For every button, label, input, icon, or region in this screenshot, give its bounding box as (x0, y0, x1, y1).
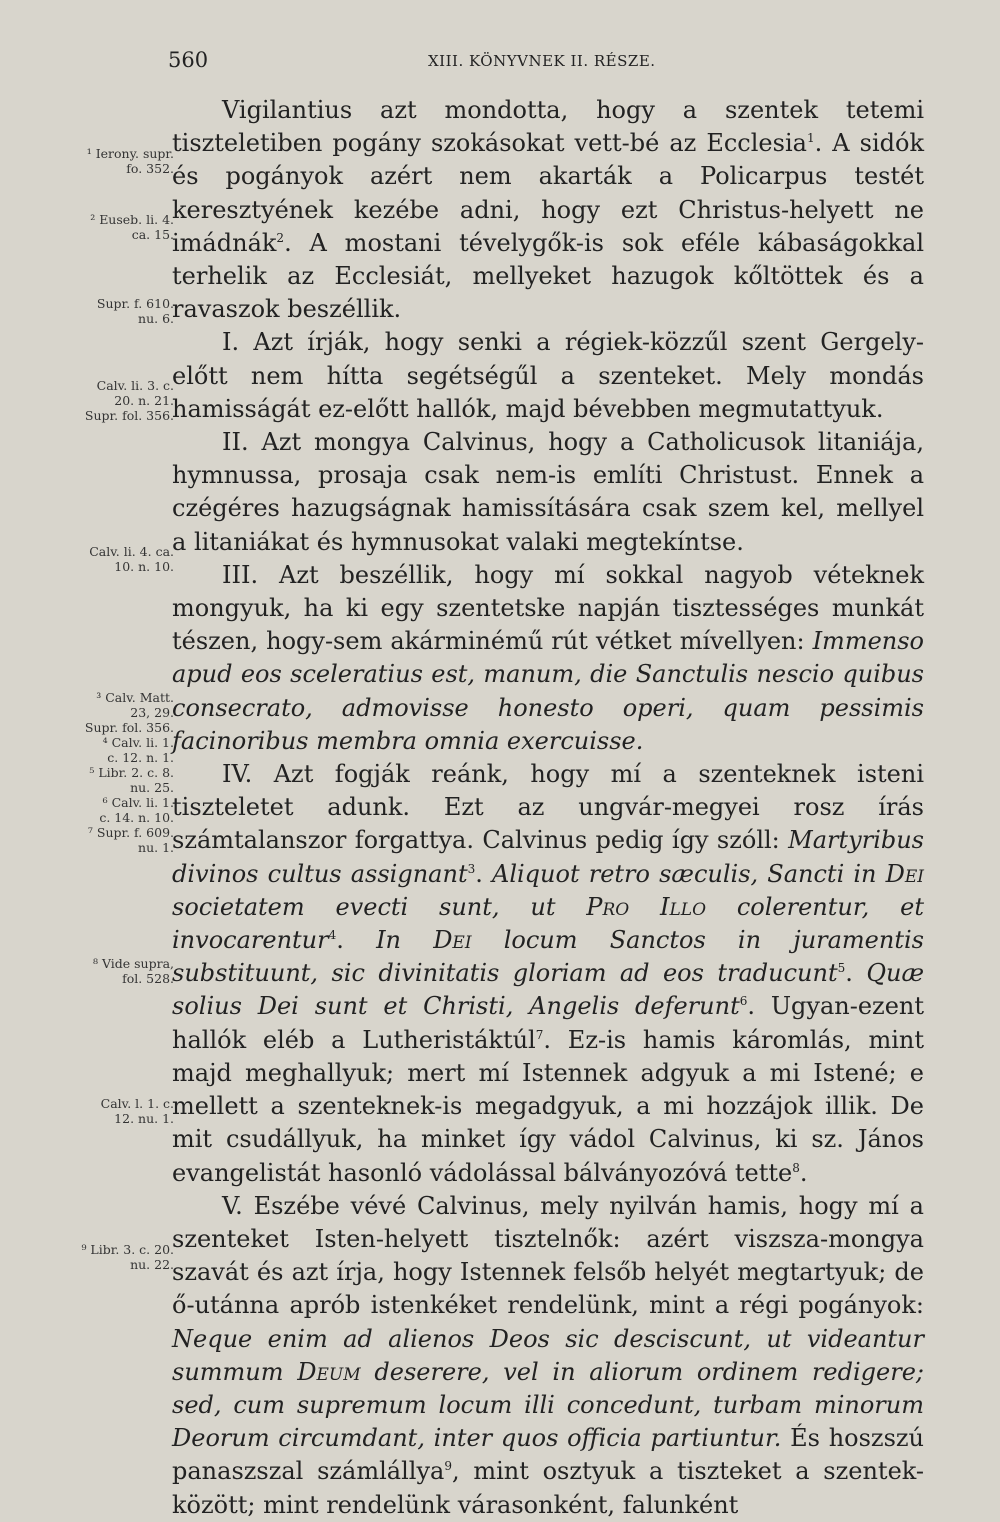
text-run: . Ugyan-ezent hallók eléb a Lutheristáktúl (172, 992, 925, 1054)
text-run: . (475, 859, 492, 888)
margin-note-line: ca. 15. (131, 227, 174, 242)
page-header (0, 48, 1000, 78)
margin-note-line: nu. 22. (130, 1257, 174, 1272)
margin-note-line: 12. nu. 1. (114, 1111, 174, 1126)
margin-note-line: 10. n. 10. (114, 559, 174, 574)
text-run: És hoszszú panaszszal számlállya (172, 1424, 924, 1486)
footnote-marker: 1 (806, 131, 815, 146)
text-run: . (799, 1158, 808, 1187)
text-run: V. Eszébe vévé Calvinus, mely nyilván hamis, hogy mí a szenteket Isten-helyett tisztelnők: azért viszsza-mongya szavát és azt írja, hogy Istennek felsőb helyét megtartyuk; de ő-utánna aprób istenkéket rendelünk, mint a régi pogányok: (172, 1191, 924, 1320)
text-run: . (845, 959, 867, 988)
margin-note (40, 690, 174, 855)
margin-note-line: Supr. f. 610. (96, 296, 174, 311)
margin-note-line: ⁴ Calv. li. 1. (102, 735, 174, 750)
text-run: . A sidók és pogányok azért nem akarták a Policarpus testét keresztyének kezébe adni, hogy ezt Christus-helyett ne imádnák (172, 129, 925, 257)
footnote-marker: 5 (837, 961, 846, 976)
main-text (172, 94, 924, 1522)
margin-note (40, 296, 174, 326)
margin-note-line: ⁸ Vide supra, (92, 956, 174, 971)
text-run: . (336, 926, 377, 955)
text-run: I. Azt írják, hogy senki a régiek-közzűl szent Gergely-előtt nem hítta segétségűl a szenteket. Mely mondás hamisságát ez-előtt hallók, majd bévebben megmutattyuk. (172, 328, 924, 423)
margin-note (40, 146, 174, 176)
margin-note-line: fo. 352. (126, 161, 174, 176)
text-run: III. Azt beszéllik, hogy mí sokkal nagyob véteknek mongyuk, ha ki egy szentetske napján tisztességes munkát tészen, hogy-sem akárminémű rút vétket mívellyen: (172, 560, 924, 656)
text-run: Deum (297, 1357, 361, 1386)
text-run: In (376, 926, 434, 955)
paragraph (172, 559, 924, 758)
text-run: Dei (433, 926, 472, 955)
margin-note (40, 544, 174, 574)
text-run: II. Azt mongya Calvinus, hogy a Catholicusok litaniája, hymnussa, prosaja csak nem-is említi Christust. Ennek a czégéres hazugságnak hamissítására csak szem kel, mellyel a litaniákat és hymnusokat valaki megtekíntse. (172, 428, 924, 556)
margin-note-line: Supr. fol. 356. (84, 408, 174, 423)
margin-note-line: Calv. li. 4. ca. (89, 544, 174, 559)
paragraph (172, 326, 924, 426)
page-number: 560 (168, 48, 209, 72)
margin-note (40, 1242, 174, 1272)
text-run: locum Sanctos in juramentis substituunt, sic divinitatis gloriam ad eos traducunt (172, 926, 924, 988)
text-run: IV. Azt fogják reánk, hogy mí a szenteknek isteni tiszteletet adunk. Ezt az ungvár-megyei rosz írás számtalanszor forgattya. Calvinus pedig így szóll: (172, 760, 924, 855)
margin-note (40, 212, 174, 242)
margin-note (40, 1096, 174, 1126)
margin-note-line: ⁷ Supr. f. 609. (87, 825, 174, 840)
margin-note-line: ¹ Ierony. supr. (86, 146, 174, 161)
text-run: Vigilantius azt mondotta, hogy a szentek tetemi tiszteletiben pogány szokásokat vett-bé az Ecclesia (172, 96, 924, 158)
running-title: XIII. KÖNYVNEK II. RÉSZE. (428, 52, 656, 70)
margin-note-line: 23, 29. (130, 705, 174, 720)
footnote-marker: 2 (276, 230, 285, 245)
text-run: Dei (885, 859, 925, 888)
footnote-marker: 8 (792, 1160, 800, 1175)
text-run: . A mostani tévelygők-is sok eféle kábaságokkal terhelik az Ecclesiát, mellyeket hazugok kőltöttek és a ravaszok beszéllik. (172, 228, 924, 324)
margin-note-line: ² Euseb. li. 4. (90, 212, 174, 227)
text-run: societatem evecti sunt, ut (172, 892, 587, 921)
text-run: , mint osztyuk a tiszteket a szentek-között; mint rendelünk várasonként, falunként (172, 1457, 924, 1519)
margin-note-line: c. 12. n. 1. (107, 750, 174, 765)
paragraph (172, 94, 924, 326)
margin-note-line: nu. 1. (138, 840, 174, 855)
margin-note-line: ³ Calv. Matt. (96, 690, 174, 705)
margin-note-line: ⁹ Libr. 3. c. 20. (81, 1242, 174, 1257)
margin-note-line: ⁶ Calv. li. 1. (102, 795, 174, 810)
paragraph (172, 426, 924, 559)
text-run: . Ez-is hamis káromlás, mint majd meghallyuk; mert mí Istennek adgyuk a mi Istené; e mellett a szenteknek-is megadgyuk, a mi hozzájok illik. De mit csudállyuk, ha minket így vádol Calvinus, ki sz. János evangelistát hasonló vádolással bálványozóvá tette (172, 1025, 925, 1187)
margin-note-line: fol. 528. (122, 971, 174, 986)
margin-note (40, 378, 174, 423)
paragraph (172, 758, 924, 1190)
footnote-marker: 6 (739, 994, 748, 1009)
margin-note-line: Calv. l. 1. c. (100, 1096, 174, 1111)
margin-note-line: 20. n. 21. (114, 393, 174, 408)
text-run: Quæ solius Dei sunt et Christi, Angelis deferunt (172, 959, 925, 1021)
margin-note-line: Supr. fol. 356. (84, 720, 174, 735)
margin-note-line: ⁵ Libr. 2. c. 8. (89, 765, 174, 780)
footnote-marker: 3 (467, 861, 476, 876)
text-run: Pro Illo (586, 892, 707, 921)
text-run: Neque enim ad alienos Deos sic desciscunt, ut videantur summum (172, 1324, 924, 1386)
footnote-marker: 4 (328, 928, 337, 943)
footnote-marker: 9 (444, 1459, 452, 1474)
text-run: deserere, vel in aliorum ordinem redigere; sed, cum supremum locum illi concedunt, turbam minorum Deorum circumdant, inter quos officia partiuntur. (172, 1357, 924, 1453)
margin-note-line: c. 14. n. 10. (99, 810, 174, 825)
margin-note-line: nu. 25. (130, 780, 174, 795)
margin-note-line: nu. 6. (138, 311, 174, 326)
text-run: Martyribus divinos cultus assignant (172, 826, 924, 888)
text-run: Immenso apud eos sceleratius est, manum, die Sanctulis nescio quibus consecrato, admovisse honesto operi, quam pessimis facinoribus membra omnia exercuisse. (172, 627, 924, 755)
text-run: Aliquot retro sæculis, Sancti in (492, 859, 886, 888)
margin-note-line: Calv. li. 3. c. (96, 378, 174, 393)
footnote-marker: 7 (535, 1027, 544, 1042)
paragraph (172, 1190, 924, 1522)
text-run: colerentur, et invocarentur (172, 892, 924, 955)
margin-note (40, 956, 174, 986)
